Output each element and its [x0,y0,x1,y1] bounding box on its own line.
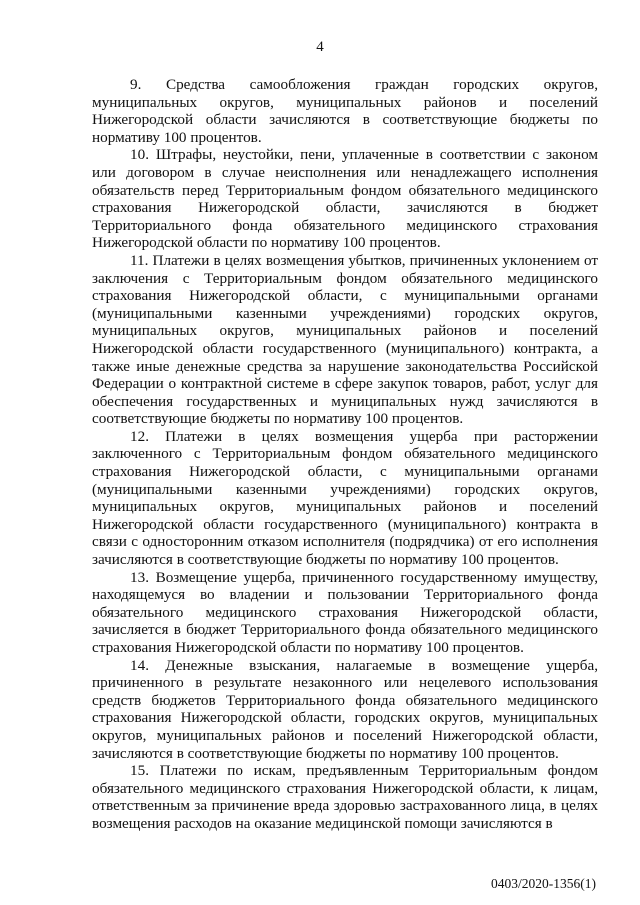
paragraph-14: 14. Денежные взыскания, налагаемые в возмещение ущерба, причиненного в результате незаконного или нецелевого использования средств бюджетов Территориального фонда обязательного медицинского страхования Нижегородской области, городских округов, муниципальных округов, муниципальных районов и поселений Нижегородской области, зачисляются в соответствующие бюджеты по нормативу 100 процентов. [92,656,598,762]
paragraph-12: 12. Платежи в целях возмещения ущерба при расторжении заключенного с Территориальным фондом обязательного медицинского страхования Нижегородской области, с муниципальными органами (муниципальными казенными учреждениями) городских округов, муниципальных округов, муниципальных районов и поселений Нижегородской области государственного (муниципального) контракта в связи с односторонним отказом исполнителя (подрядчика) от его исполнения зачисляются в соответствующие бюджеты по нормативу 100 процентов. [92,427,598,569]
paragraph-11: 11. Платежи в целях возмещения убытков, причиненных уклонением от заключения с Территориальным фондом обязательного медицинского страхования Нижегородской области, с муниципальными органами (муниципальными казенными учреждениями) городских округов, муниципальных округов, муниципальных районов и поселений Нижегородской области государственного (муниципального) контракта, а также иные денежные средства за нарушение законодательства Российской Федерации о контрактной системе в сфере закупок товаров, работ, услуг для обеспечения государственных и муниципальных нужд зачисляются в соответствующие бюджеты по нормативу 100 процентов. [92,251,598,428]
page-number: 4 [316,39,324,55]
paragraph-10: 10. Штрафы, неустойки, пени, уплаченные в соответствии с законом или договором в случае неисполнения или ненадлежащего исполнения обязательств перед Территориальным фондом обязательного медицинского страхования Нижегородской области, зачисляются в бюджет Территориального фонда обязательного медицинского страхования Нижегородской области по нормативу 100 процентов. [92,146,598,252]
document-body [92,76,598,833]
paragraph-15: 15. Платежи по искам, предъявленным Территориальным фондом обязательного медицинского страхования Нижегородской области, к лицам, ответственным за причинение вреда здоровью застрахованного лица, в целях возмещения расходов на оказание медицинской помощи зачисляются в [92,762,598,832]
paragraph-13: 13. Возмещение ущерба, причиненного государственному имуществу, находящемуся во владении и пользовании Территориального фонда обязательного медицинского страхования Нижегородской области, зачисляется в бюджет Территориального фонда обязательного медицинского страхования Нижегородской области по нормативу 100 процентов. [92,568,598,656]
paragraph-9: 9. Средства самообложения граждан городских округов, муниципальных округов, муниципальных районов и поселений Нижегородской области зачисляются в соответствующие бюджеты по нормативу 100 процентов. [92,76,598,146]
document-code: 0403/2020-1356(1) [491,876,596,891]
